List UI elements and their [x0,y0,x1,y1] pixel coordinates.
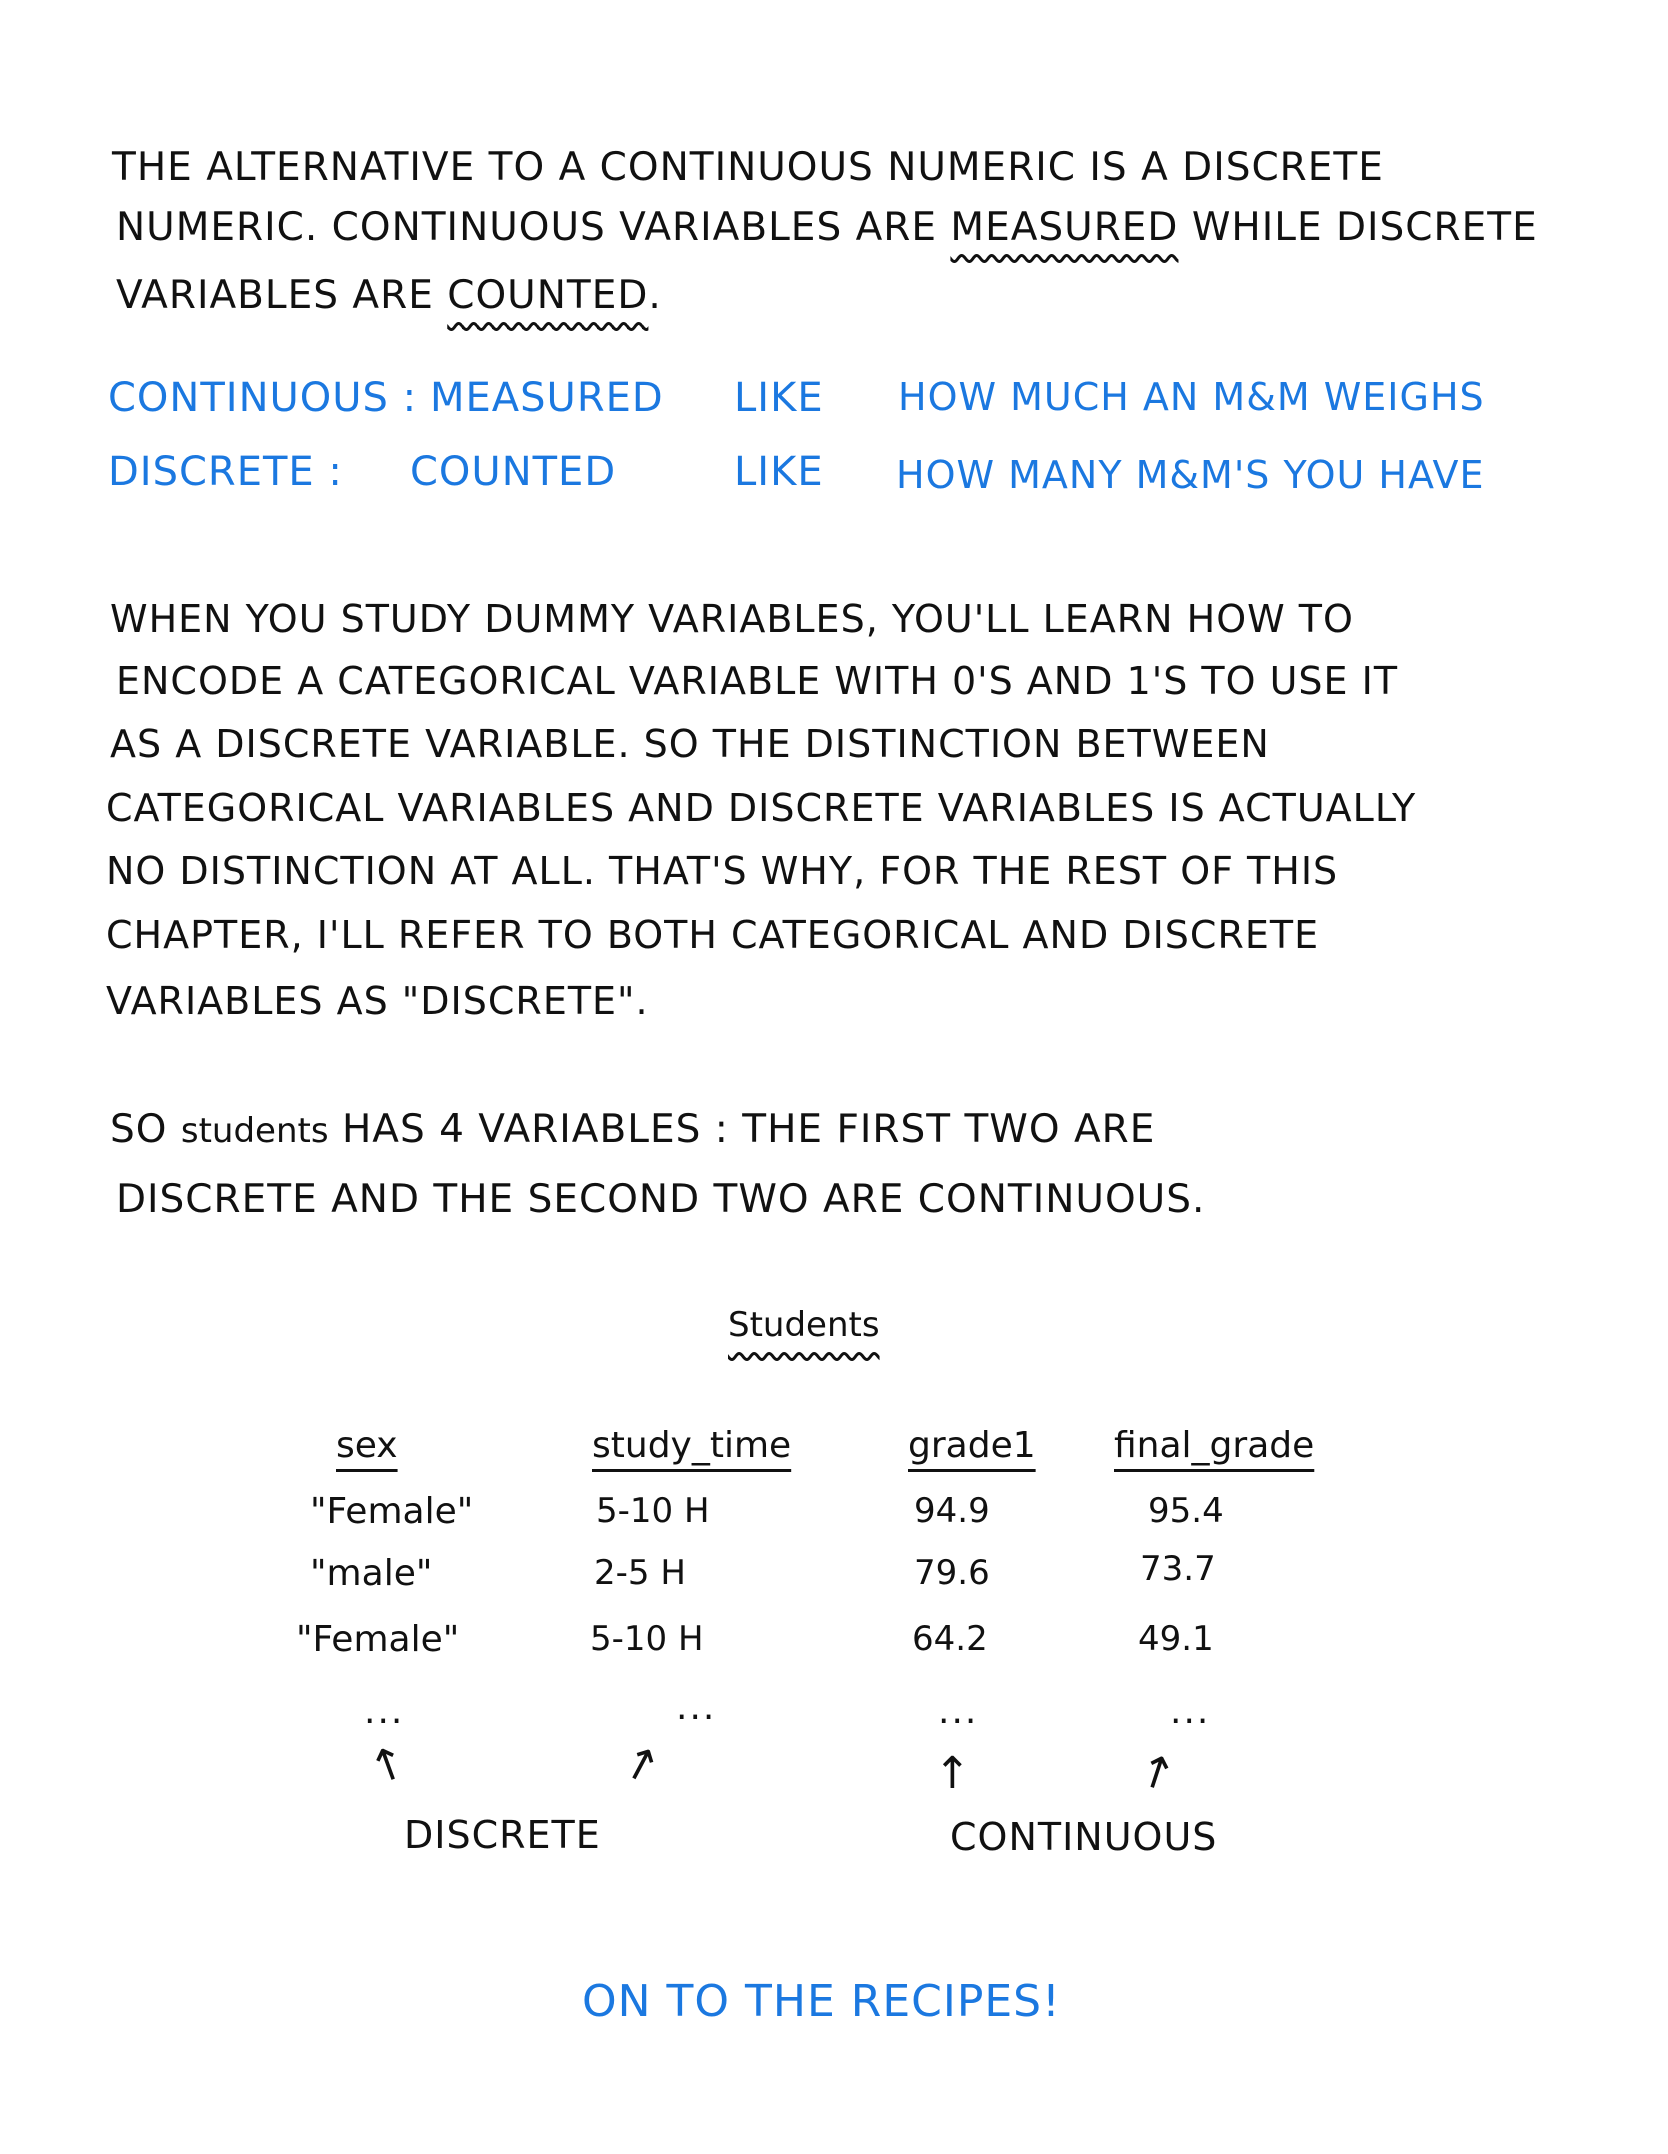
measured-emphasis: MEASURED [950,205,1179,250]
table-row-1-grade1: 94.9 [914,1491,990,1531]
continuous-example: HOW MUCH AN M&M WEIGHS [898,375,1485,419]
table-header-final-grade: final_grade [1114,1425,1315,1466]
dummy-line-3: AS A DISCRETE VARIABLE. SO THE DISTINCTION BETWEEN [110,722,1270,766]
dummy-line-2: ENCODE A CATEGORICAL VARIABLE WITH 0'S AND 1'S TO USE IT [116,659,1399,703]
intro-line-3 [116,273,662,318]
arrow-up-final-grade-icon: ↑ [1131,1743,1183,1804]
discrete-label: DISCRETE : [108,449,343,495]
table-ellipsis-study-time: ... [676,1687,717,1728]
continuous-label: CONTINUOUS : [108,375,418,421]
table-row-3-grade1: 64.2 [912,1619,988,1659]
table-title: Students [728,1305,880,1345]
students-line-2: DISCRETE AND THE SECOND TWO ARE CONTINUOUS. [116,1177,1206,1222]
dummy-line-7: VARIABLES AS "DISCRETE". [106,979,649,1023]
arrow-up-grade1-icon: ↑ [934,1748,971,1799]
table-row-3-study-time: 5-10 H [590,1619,704,1659]
counted-emphasis: COUNTED [447,273,649,318]
students-line-1 [110,1107,1156,1152]
continuous-verb: MEASURED [430,375,664,421]
continuous-like: LIKE [734,375,824,421]
dummy-line-5: NO DISTINCTION AT ALL. THAT'S WHY, FOR THE REST OF THIS [106,849,1339,893]
dummy-line-1: WHEN YOU STUDY DUMMY VARIABLES, YOU'LL LEARN HOW TO [110,597,1354,641]
recipes-call-to-action: ON TO THE RECIPES! [582,1976,1061,2027]
table-row-1-study-time: 5-10 H [596,1491,710,1531]
continuous-group-label: CONTINUOUS [950,1815,1218,1859]
intro-line-2-start: NUMERIC. CONTINUOUS VARIABLES ARE [116,205,951,250]
discrete-group-label: DISCRETE [404,1813,601,1857]
dummy-line-6: CHAPTER, I'LL REFER TO BOTH CATEGORICAL AND DISCRETE [106,913,1320,957]
table-header-sex: sex [336,1425,398,1466]
dummy-line-4: CATEGORICAL VARIABLES AND DISCRETE VARIABLES IS ACTUALLY [106,786,1417,830]
intro-line-2-end: WHILE DISCRETE [1178,205,1538,250]
table-row-3-sex: "Female" [296,1619,460,1660]
table-row-2-final-grade: 73.7 [1140,1549,1216,1589]
intro-line-3-end: . [648,273,662,318]
discrete-example: HOW MANY M&M'S YOU HAVE [896,453,1485,497]
intro-line-1: THE ALTERNATIVE TO A CONTINUOUS NUMERIC IS A DISCRETE [112,145,1384,190]
table-row-1-final-grade: 95.4 [1148,1491,1224,1531]
arrow-up-sex-icon: ↑ [362,1735,415,1796]
table-row-2-study-time: 2-5 H [594,1553,686,1593]
discrete-like: LIKE [734,449,824,495]
table-row-1-sex: "Female" [310,1491,474,1532]
table-ellipsis-grade1: ... [938,1691,979,1732]
intro-line-3-start: VARIABLES ARE [116,273,448,318]
students-line-1-end: HAS 4 VARIABLES : THE FIRST TWO ARE [328,1107,1156,1152]
arrow-up-study-time-icon: ↑ [612,1734,669,1797]
table-row-3-final-grade: 49.1 [1138,1619,1214,1659]
students-line-1-start: SO [110,1107,181,1152]
intro-line-2 [116,205,1538,250]
table-header-grade1: grade1 [908,1425,1036,1466]
discrete-verb: COUNTED [410,449,617,495]
table-row-2-sex: "male" [310,1553,433,1594]
table-header-study-time: study_time [592,1425,792,1466]
table-ellipsis-final-grade: ... [1170,1691,1211,1732]
table-row-2-grade1: 79.6 [914,1553,990,1593]
students-dataset-name: students [180,1111,329,1151]
table-ellipsis-sex: ... [364,1691,405,1732]
